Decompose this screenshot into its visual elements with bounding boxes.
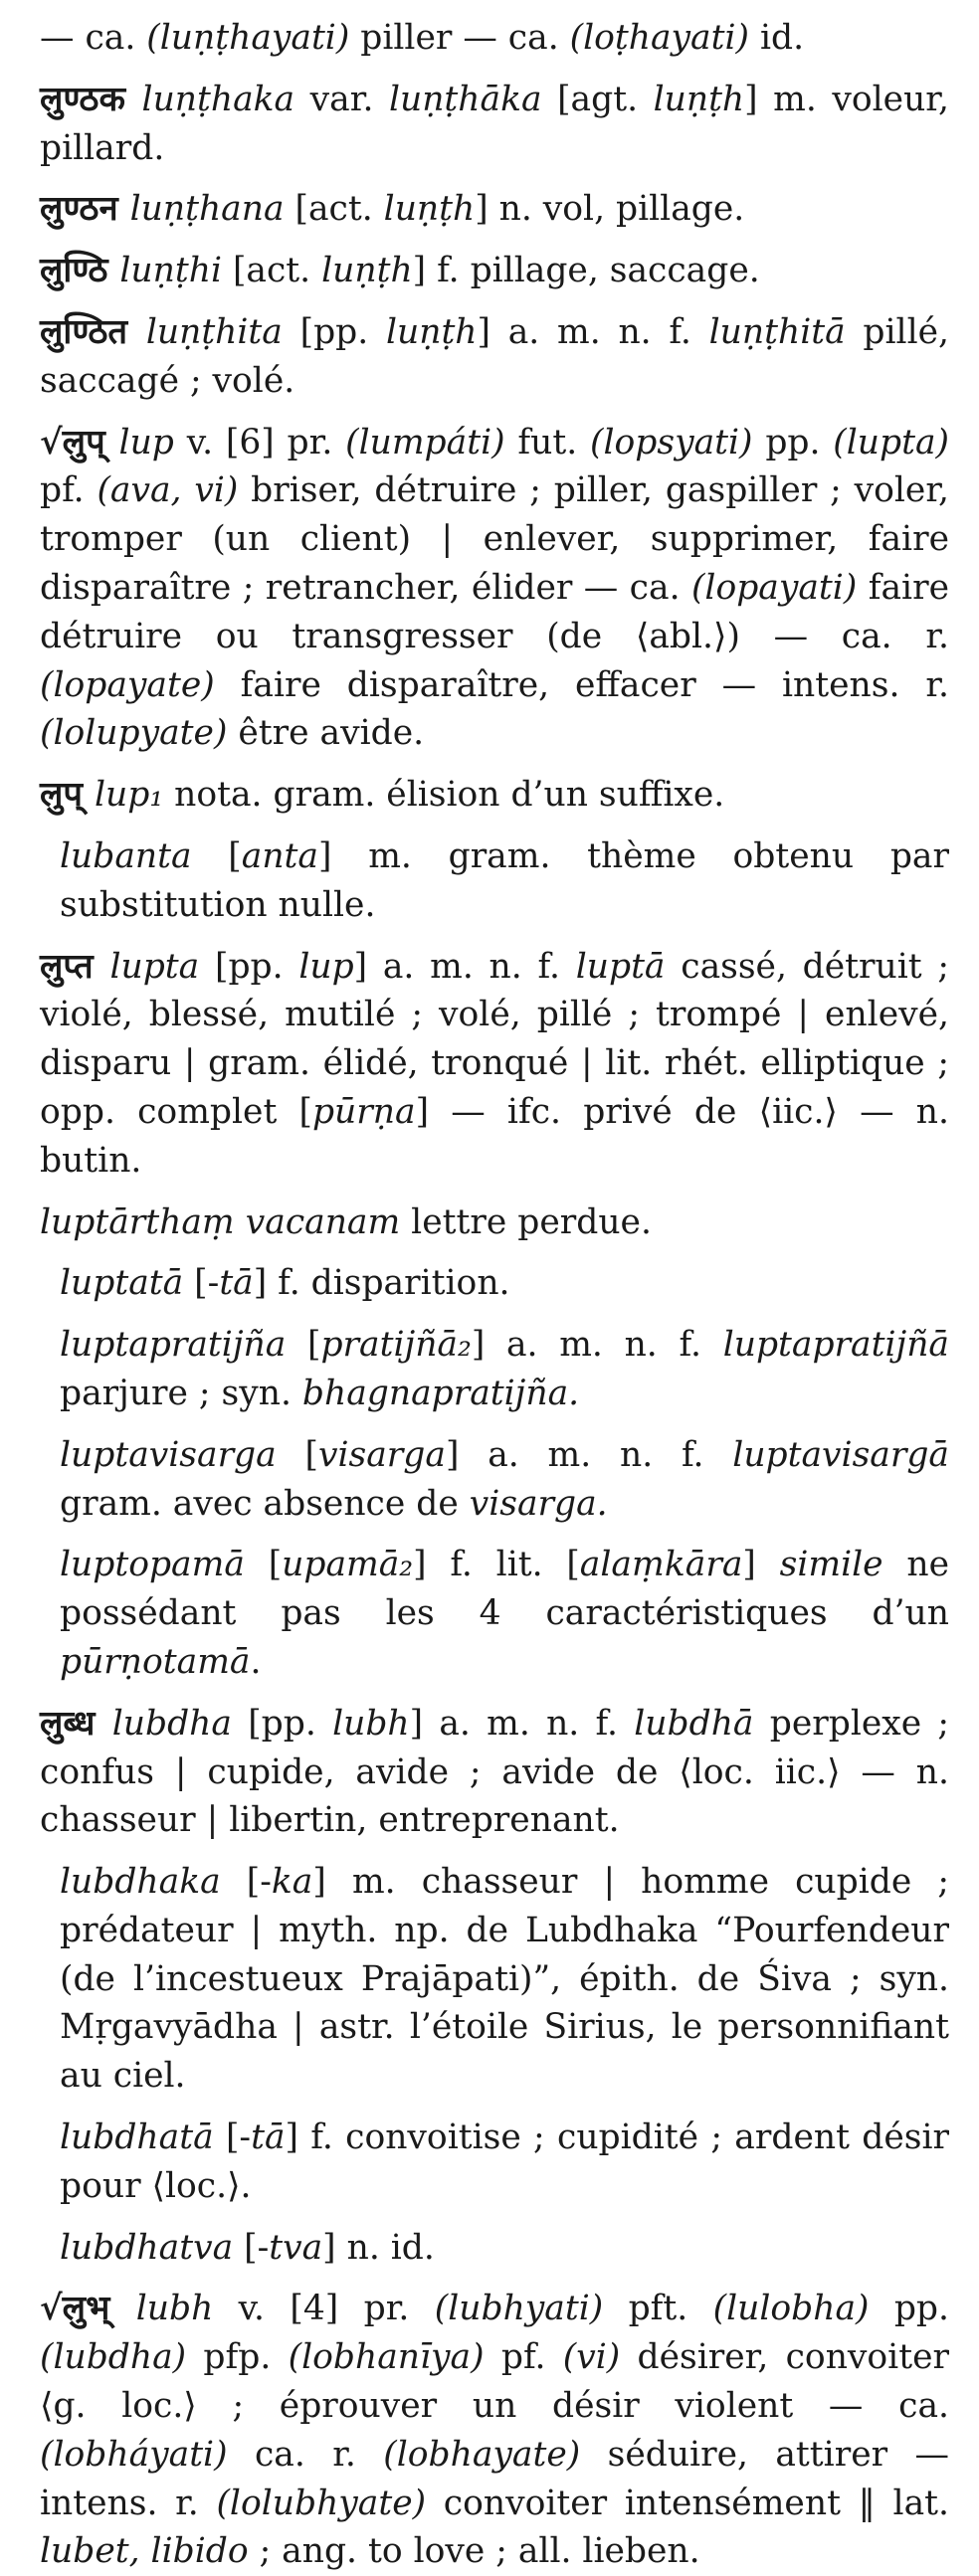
definition-text: ca. r. (227, 2434, 384, 2475)
definition-text: nota. gram. élision d’un suffixe. (163, 775, 725, 816)
definition-text: ; ang. to love ; all. lieben. (248, 2531, 700, 2572)
italic-term: bhagnapratijña. (301, 1373, 580, 1413)
definition-text: ] m. chasseur | homme cupide ; prédateur | myth. np. de Lubdhaka “Pourfendeur (de l’incestueux Prajāpati)”, épith. de Śiva ; syn. Mṛgavyādha | astr. l’étoile Sirius, le personnifiant au ciel. (60, 1862, 949, 2097)
definition-text: ] n. vol, pillage. (475, 189, 745, 230)
italic-term: (lobháyati) (40, 2434, 228, 2475)
headword-devanagari: लुण्ठक (40, 79, 142, 119)
headword-devanagari: √लुभ् (40, 2289, 136, 2329)
definition-text: [pp. (282, 311, 386, 352)
definition-text: v. [6] pr. (173, 422, 346, 462)
dictionary-entry-e19 (40, 2285, 949, 2576)
definition-text: ] a. m. n. f. (445, 1434, 733, 1475)
dictionary-entry-e16 (40, 1858, 949, 2101)
italic-term: lubanta (60, 835, 192, 876)
definition-text: piller — ca. (349, 18, 570, 58)
definition-text: ] a. m. n. f. (477, 311, 709, 352)
italic-term: pratijñā₂ (320, 1325, 472, 1366)
italic-term: lubh (332, 1703, 410, 1744)
definition-text: lettre perdue. (400, 1201, 652, 1242)
italic-term: (lupta) (833, 422, 949, 462)
definition-text: [pp. (199, 946, 299, 987)
italic-term: (ava, vi) (97, 470, 239, 511)
definition-text: convoiter intensément ‖ lat. (426, 2483, 949, 2523)
dictionary-entry-e14 (40, 1541, 949, 1686)
italic-term: lubet, libido (40, 2531, 249, 2572)
definition-text: [- (220, 1862, 272, 1903)
definition-text: ] a. m. n. f. (471, 1325, 723, 1366)
dictionary-entry-e7 (40, 771, 949, 820)
italic-term: anta (241, 835, 318, 876)
italic-term: lubdhaka (60, 1862, 221, 1903)
definition-text: [ (191, 835, 242, 876)
italic-term: luptapratijña (60, 1325, 287, 1366)
definition-text: [- (213, 2117, 252, 2158)
definition-text: [act. (221, 251, 322, 291)
italic-term: lup₁ (95, 775, 164, 816)
definition-text: ] f. disparition. (253, 1263, 510, 1304)
italic-term: lubdha (111, 1703, 232, 1744)
italic-term: luṇṭh (321, 251, 413, 291)
italic-term: (luṇṭhayati) (146, 18, 350, 58)
definition-text: pf. (484, 2337, 563, 2378)
definition-text: v. [4] pr. (213, 2289, 435, 2329)
italic-term: luṇṭh (385, 311, 478, 352)
italic-term: luptā (575, 946, 666, 987)
italic-term: lup (118, 422, 174, 462)
italic-term: (lobhanīya) (288, 2337, 485, 2378)
italic-term: (lopayate) (40, 664, 215, 705)
italic-term: lubdhatva (60, 2227, 234, 2268)
definition-text: ] (742, 1545, 780, 1585)
italic-term: visarga (317, 1434, 446, 1475)
dictionary-entry-e11 (40, 1259, 949, 1308)
definition-text: perplexe ; confus | cupide, avide ; avide de ⟨loc. iic.⟩ — n. chasseur | libertin, entreprenant. (40, 1703, 950, 1841)
italic-term: (lulobha) (712, 2289, 870, 2329)
headword-devanagari: लुण्ठित (40, 311, 146, 352)
definition-text: ne possédant pas les 4 caractéristiques d’un (60, 1545, 949, 1634)
definition-text: id. (748, 18, 805, 58)
definition-text: désirer, convoiter ⟨g. loc.⟩ ; éprouver un désir violent — ca. (40, 2337, 949, 2427)
dictionary-entry-e12 (40, 1321, 949, 1418)
dictionary-entry-e9 (40, 943, 949, 1186)
italic-term: luptārthaṃ vacanam (40, 1201, 401, 1242)
dictionary-entry-e2 (40, 76, 949, 173)
definition-text: parjure ; syn. (60, 1373, 302, 1413)
dictionary-entry-e18 (40, 2224, 949, 2273)
dictionary-entry-e4 (40, 247, 949, 295)
definition-text: ] m. gram. thème obtenu par substitution nulle. (60, 835, 949, 925)
italic-term: lubdhatā (60, 2117, 214, 2158)
definition-text: ] m. voleur, pillard. (40, 79, 949, 168)
dictionary-entry-e5 (40, 308, 949, 406)
italic-term: luṇṭhaka (141, 79, 295, 119)
italic-term: (lolubhyate) (216, 2483, 427, 2523)
headword-devanagari: लुप् (40, 775, 95, 816)
definition-text: ] a. m. n. f. (409, 1703, 635, 1744)
definition-text: var. (294, 79, 389, 119)
italic-term: simile (779, 1545, 883, 1585)
italic-term: (lobhayate) (383, 2434, 581, 2475)
definition-text: cassé, détruit ; violé, blessé, mutilé ; volé, pillé ; trompé | enlevé, disparu | gram. élidé, tronqué | lit. rhét. elliptique ; opp. complet [ (40, 946, 950, 1132)
italic-term: (lumpáti) (345, 422, 505, 462)
definition-text: faire détruire ou transgresser (de ⟨abl.⟩) — ca. r. (40, 567, 949, 656)
definition-text: ] a. m. n. f. (353, 946, 576, 987)
definition-text: pp. (752, 422, 834, 462)
italic-term: lupta (109, 946, 200, 987)
definition-text: [act. (284, 189, 384, 230)
definition-text: [ (244, 1545, 283, 1585)
definition-text: [ (276, 1434, 318, 1475)
italic-term: lubdhā (634, 1703, 754, 1744)
definition-text: — ca. (40, 18, 147, 58)
italic-term: luptatā (60, 1263, 184, 1304)
headword-devanagari: लुण्ठि (40, 251, 120, 291)
italic-term: (loṭhayati) (569, 18, 749, 58)
definition-text: [- (233, 2227, 270, 2268)
definition-text: [agt. (541, 79, 654, 119)
italic-term: ka (271, 1862, 313, 1903)
headword-devanagari: √लुप् (40, 422, 119, 462)
definition-text: ] f. lit. [ (413, 1545, 580, 1585)
definition-text: briser, détruire ; piller, gaspiller ; voler, tromper (un client) | enlever, supprimer, faire disparaître ; retrancher, élider — ca. (40, 470, 949, 608)
dictionary-entry-e13 (40, 1431, 949, 1529)
italic-term: alaṃkāra (579, 1545, 743, 1585)
italic-term: (lopayati) (690, 567, 858, 608)
definition-text: faire disparaître, effacer — intens. r. (214, 664, 949, 705)
definition-text: séduire, attirer — intens. r. (40, 2434, 949, 2523)
italic-term: (lolupyate) (40, 713, 228, 754)
italic-term: luptopamā (60, 1545, 245, 1585)
italic-term: tva (269, 2227, 323, 2268)
definition-text: pft. (603, 2289, 713, 2329)
definition-text: fut. (504, 422, 591, 462)
italic-term: pūrṇa (311, 1091, 416, 1132)
definition-text: ] n. id. (322, 2227, 435, 2268)
headword-devanagari: लुण्ठन (40, 189, 130, 230)
italic-term: luṇṭhita (145, 311, 283, 352)
definition-text: pp. (869, 2289, 949, 2329)
definition-text: [ (286, 1325, 321, 1366)
definition-text: pfp. (186, 2337, 289, 2378)
italic-term: luṇṭhāka (388, 79, 542, 119)
definition-text: [- (183, 1263, 220, 1304)
definition-text: ] — ifc. privé de ⟨iic.⟩ — n. butin. (40, 1091, 949, 1181)
italic-term: (lubdha) (40, 2337, 187, 2378)
italic-term: luṇṭhi (119, 251, 222, 291)
italic-term: tā (251, 2117, 286, 2158)
definition-text: ] f. pillage, saccage. (412, 251, 760, 291)
dictionary-entry-e8 (40, 832, 949, 930)
headword-devanagari: लुप्त (40, 946, 110, 987)
definition-text: être avide. (227, 713, 425, 754)
definition-text: ] f. convoitise ; cupidité ; ardent désir pour ⟨loc.⟩. (60, 2117, 949, 2206)
italic-term: luptavisargā (732, 1434, 949, 1475)
dictionary-entry-e6 (40, 419, 949, 759)
definition-text: gram. avec absence de (60, 1483, 470, 1524)
italic-term: lup (298, 946, 354, 987)
italic-term: (lubhyati) (434, 2289, 604, 2329)
definition-text: pf. (40, 470, 98, 511)
dictionary-entry-e10 (40, 1198, 949, 1247)
italic-term: (lopsyati) (590, 422, 753, 462)
dictionary-entry-e3 (40, 185, 949, 234)
definition-text: pillé, saccagé ; volé. (40, 311, 949, 401)
dictionary-entry-e1 (40, 14, 949, 63)
dictionary-entry-e17 (40, 2114, 949, 2211)
italic-term: luṇṭh (383, 189, 476, 230)
italic-term: luṇṭhana (129, 189, 285, 230)
italic-term: luptavisarga (60, 1434, 277, 1475)
headword-devanagari: लुब्ध (40, 1703, 112, 1744)
italic-term: luṇṭh (653, 79, 745, 119)
italic-term: luptapratijñā (722, 1325, 949, 1366)
italic-term: lubh (135, 2289, 214, 2329)
italic-term: pūrṇotamā (60, 1641, 251, 1682)
italic-term: visarga. (469, 1483, 608, 1524)
italic-term: luṇṭhitā (708, 311, 846, 352)
italic-term: upamā₂ (282, 1545, 414, 1585)
definition-text: [pp. (231, 1703, 333, 1744)
italic-term: (vi) (562, 2337, 621, 2378)
dictionary-entry-e15 (40, 1700, 949, 1845)
definition-text: . (250, 1641, 262, 1682)
italic-term: tā (219, 1263, 254, 1304)
